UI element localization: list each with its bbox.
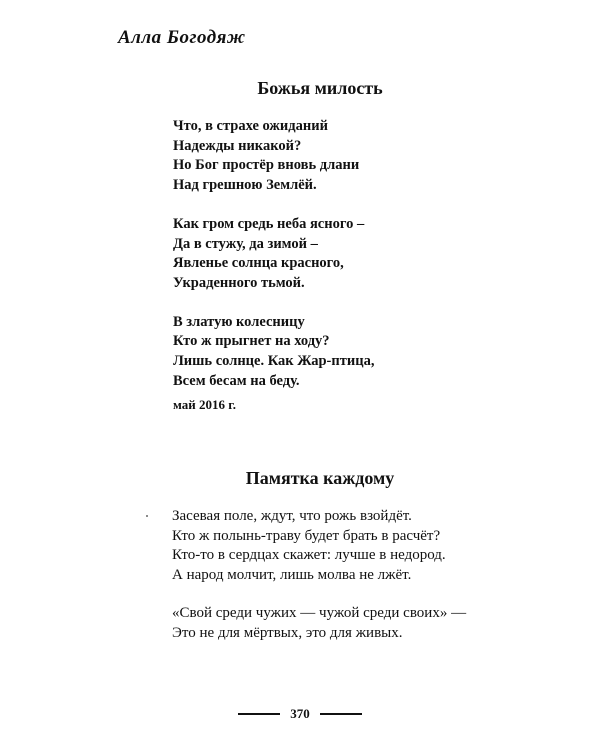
print-speck [146, 515, 148, 517]
stanza [172, 604, 466, 643]
poem-line: Лишь солнце. Как Жар-птица, [173, 353, 375, 370]
stanza [173, 215, 374, 294]
poem-date: май 2016 г. [173, 397, 236, 412]
author-header: Алла Богодяж [118, 27, 246, 48]
footer-rule-right [320, 713, 362, 715]
poem-line: Кто ж полынь-траву будет брать в расчёт? [172, 527, 441, 544]
stanza [173, 313, 374, 392]
page-number: 370 [290, 706, 310, 721]
poem-line: Как гром средь неба ясного – [173, 215, 365, 232]
poem-line: Надежды никакой? [173, 137, 302, 154]
poem-line: Но Бог простёр вновь длани [173, 157, 360, 174]
page-footer [0, 706, 600, 722]
poem-title: Божья милость [257, 78, 383, 98]
poem-line: Кто-то в сердцах скажет: лучше в недород. [172, 547, 446, 563]
poem-body [173, 117, 374, 410]
poem-body [172, 507, 466, 662]
poem-line: Кто ж прыгнет на ходу? [173, 333, 330, 350]
poem-line: В златую колесницу [173, 313, 305, 330]
poem-line: «Свой среди чужих — чужой среди своих» — [172, 605, 467, 621]
poem-line: Явленье солнца красного, [173, 255, 344, 272]
poem-line: Засевая поле, ждут, что рожь взойдёт. [172, 508, 412, 524]
poem-line: Над грешною Землёй. [173, 177, 317, 194]
poem-title: Памятка каждому [245, 468, 395, 488]
poem-line: Украденного тьмой. [173, 274, 305, 291]
poem-line: Что, в страхе ожиданий [173, 118, 328, 134]
poem-line: Всем бесам на беду. [173, 372, 300, 389]
stanza [172, 507, 466, 585]
poem-line: Да в стужу, да зимой – [173, 235, 318, 252]
footer-rule-left [238, 713, 280, 715]
poem-line: Это не для мёртвых, это для живых. [172, 624, 403, 641]
stanza [173, 117, 374, 196]
poem-line: А народ молчит, лишь молва не лжёт. [172, 566, 412, 583]
